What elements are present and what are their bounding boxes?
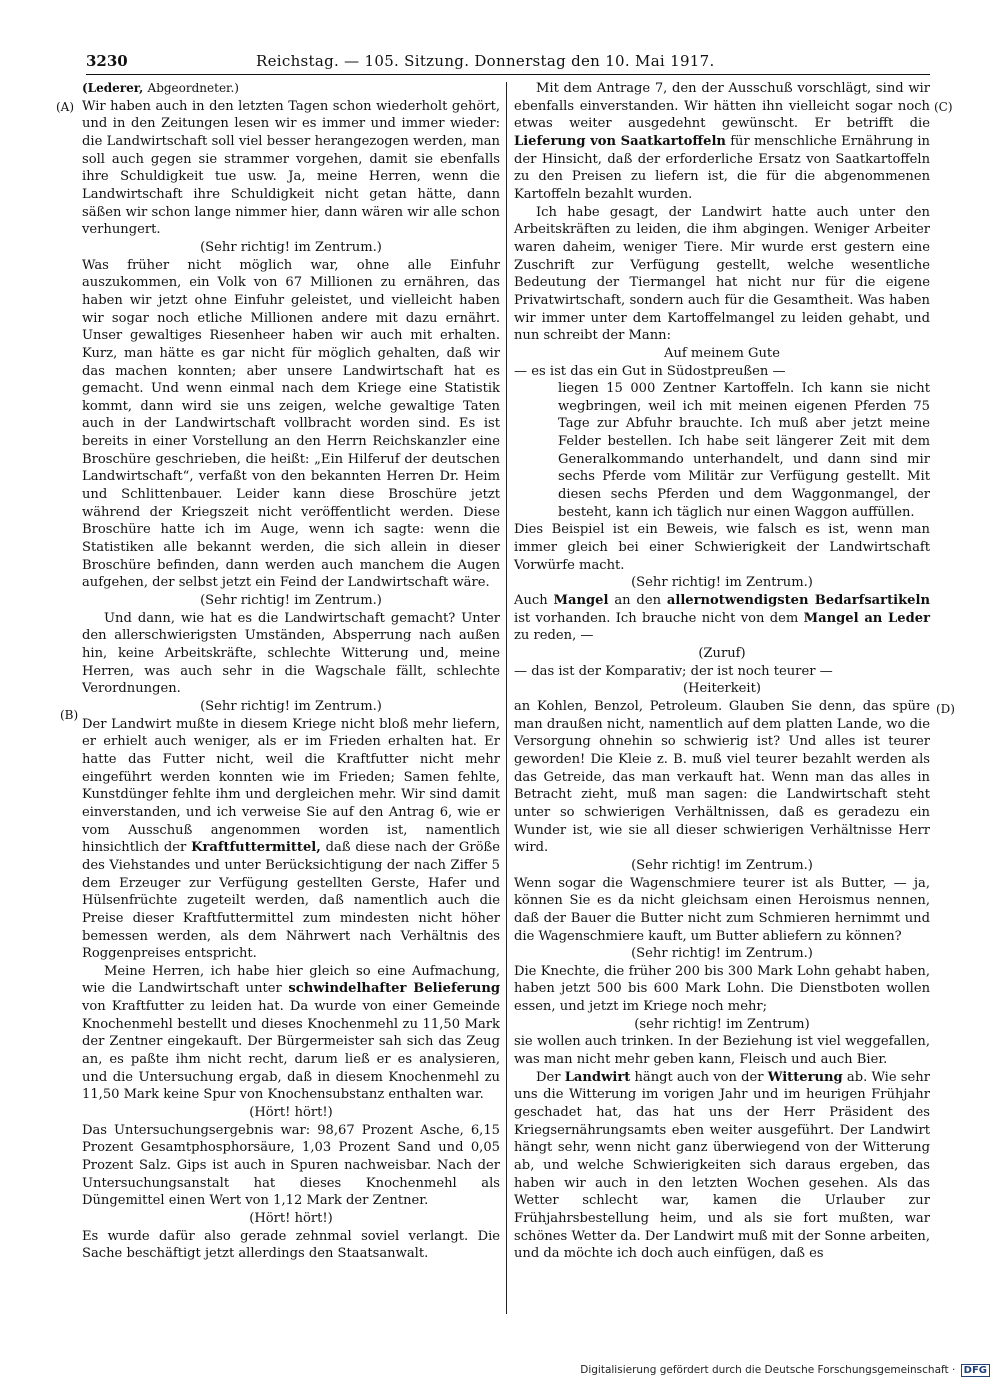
paragraph: Ich habe gesagt, der Landwirt hatte auch unter den Arbeitskräften zu leiden, die ihm abgingen. Weniger Arbeiter waren daheim, weniger Tiere. Mir wurde erst gestern eine Zuschrift zur Verfügung gestellt, welche wesentliche Bedeutung der Tiermangel hat nicht nur für die eigene Privatwirtschaft, sondern auch für die Gesamtheit. Was haben wir immer unter dem Kartoffelmangel zu leiden gehabt, und nun schreibt der Mann: xyxy=(514,204,930,344)
interjection: (Sehr richtig! im Zentrum.) xyxy=(200,698,382,714)
text-span: ab. Wie sehr uns die Witterung im vorigen Jahr und im heurigen Frühjahr geschadet hat, das hat uns der Herr Präsident des Kriegsernährungsamts eben weiter ausgeführt. Der Landwirt hängt sehr, wenn nicht ganz überwiegend von der Witterung ab, und welche Schwierigkeiten sich daraus ergeben, das haben wir auch in den letzten Wochen gesehen. Als das Wetter schlecht war, kamen die Urlauber zur Frühjahrsbestellung heim, und als sie fort mußten, war schönes Wetter da. Der Landwirt muß mit der Sonne arbeiten, und da möchte ich doch auch einfügen, daß es xyxy=(514,1069,930,1262)
paragraph: sie wollen auch trinken. In der Beziehung ist viel weggefallen, was man nicht mehr geben kann, Fleisch und auch Bier. xyxy=(514,1034,930,1068)
right-column xyxy=(514,80,930,1263)
margin-mark-a: (A) xyxy=(56,100,75,114)
emphasis: Kraftfuttermittel, xyxy=(191,840,321,856)
speaker-name: (Lederer, xyxy=(82,81,144,95)
left-column xyxy=(82,80,500,1263)
emphasis: Mangel an Leder xyxy=(803,610,930,626)
emphasis: schwindelhafter Belieferung xyxy=(288,981,501,997)
credit-text: Digitalisierung gefördert durch die Deutsche Forschungsgemeinschaft · xyxy=(580,1364,956,1376)
paragraph: — das ist der Komparativ; der ist noch teurer — xyxy=(514,663,833,679)
quote-aside: — es ist das ein Gut in Südostpreußen — xyxy=(514,363,786,379)
interjection: (Sehr richtig! im Zentrum.) xyxy=(631,857,813,873)
interjection: (Sehr richtig! im Zentrum.) xyxy=(200,593,382,609)
text-span: hängt auch von der xyxy=(634,1069,764,1085)
paragraph xyxy=(514,1069,930,1263)
interjection: (Sehr richtig! im Zentrum.) xyxy=(631,575,813,591)
paragraph: an Kohlen, Benzol, Petroleum. Glauben Sie denn, das spüre man draußen nicht, namentlich auf dem platten Lande, wo die Versorgung ohnehin so schwierig ist? Und alles ist teurer geworden! Die Kleie z. B. muß viel teurer bezahlt werden als das Getreide, das man verkauft hat. Wenn man das alles in Betracht zieht, muß man sagen: die Landwirtschaft steht unter so schwierigen Verhältnissen, daß es geradezu ein Wunder ist, wie sie all dieser schwierigen Verhältnisse Herr wird. xyxy=(514,698,930,856)
paragraph: Was früher nicht möglich war, ohne alle Einfuhr auszukommen, ein Volk von 67 Millionen zu ernähren, das haben wir jetzt ohne Einfuhr geleistet, und vielleicht haben wir sogar noch etliche Millionen andere mit dazu ernährt. Unser gewaltiges Riesenheer haben wir auch mit erhalten. Kurz, man hätte es gar nicht für möglich gehalten, daß wir das machen konnten; aber unsere Landwirtschaft hat es gemacht. Und wenn einmal nach dem Kriege eine Statistik kommt, dann wird sie uns zeigen, welche gewaltige Taten auch in der Landwirtschaft vollbracht worden sind. Es ist bereits in einer Vorstellung an den Herrn Reichskanzler eine Broschüre geschrieben, die heißt: „Ein Hilferuf der deutschen Landwirtschaft“, verfaßt von den bekannten Herren Dr. Heim und Schlittenbauer. Leider kann diese Broschüre jetzt während der Kriegszeit nicht veröffentlicht werden. Diese Broschüre hatte ich im Auge, wenn ich sagte: wenn die Statistiken alle bekannt werden, die sich allein in dieser Broschüre befinden, dann werden auch manchem die Augen aufgehen, der selbst jetzt ein Feind der Landwirtschaft wäre. xyxy=(82,257,500,591)
paragraph: Es wurde dafür also gerade zehnmal soviel verlangt. Die Sache beschäftigt jetzt allerdings den Staatsanwalt. xyxy=(82,1228,500,1262)
paragraph xyxy=(82,963,500,1104)
paragraph: Das Untersuchungsergebnis war: 98,67 Prozent Asche, 6,15 Prozent Gesamtphosphorsäure, 1,03 Prozent Sand und 0,05 Prozent Salz. Gips ist auch in Spuren nachweisbar. Nach der Untersuchungsanstalt hat dieses Knochenmehl als Düngemittel einen Wert von 1,12 Mark der Zentner. xyxy=(82,1122,500,1209)
interjection: (Hört! hört!) xyxy=(249,1105,333,1121)
interjection: (Zuruf) xyxy=(698,646,746,661)
emphasis: Mangel xyxy=(553,593,609,609)
speaker-line xyxy=(82,80,500,98)
paragraph xyxy=(82,716,500,963)
margin-mark-c: (C) xyxy=(934,100,953,114)
paragraph: Wir haben auch in den letzten Tagen schon wiederholt gehört, und in den Zeitungen lesen wir es immer und immer wieder: die Landwirtschaft soll viel besser herangezogen werden, man soll auch gegen sie strammer vorgehen, damit sie ebenfalls ihre Schuldigkeit tue usw. Ja, meine Herren, wenn die Landwirtschaft ihre Schuldigkeit nicht getan hätte, dann säßen wir schon lange nimmer hier, dann wären wir alle schon verhungert. xyxy=(82,98,500,238)
paragraph: Wenn sogar die Wagenschmiere teurer ist als Butter, — ja, können Sie es da nicht gleichsam einen Heroismus nennen, daß der Bauer die Butter nicht zum Schmieren hernimmt und die Wagenschmiere kauft, um Butter abliefern zu können? xyxy=(514,875,930,944)
emphasis: Lieferung von Saatkartoffeln xyxy=(514,133,726,149)
interjection: (Sehr richtig! im Zentrum.) xyxy=(200,239,382,255)
emphasis: allernotwendigsten Bedarfsartikeln xyxy=(666,593,930,609)
digitization-credit xyxy=(580,1364,990,1377)
page-header xyxy=(86,52,926,72)
emphasis: Witterung xyxy=(767,1069,843,1085)
dfg-logo: DFG xyxy=(961,1364,990,1377)
text-span: ist vorhanden. Ich brauche nicht von dem xyxy=(514,610,799,626)
text-span: Auch xyxy=(514,593,548,609)
interjection: (Hört! hört!) xyxy=(249,1211,333,1226)
text-span: Der Landwirt mußte in diesem Kriege nicht bloß mehr liefern, er erhielt auch weniger, als er im Frieden erhalten hat. Er hatte das Futter nicht, weil die Kraftfutter nicht mehr eingeführt werden konnten wie im Frieden; Samen fehlte, Kunstdünger fehlte ihm und dergleichen mehr. Wir sind damit einverstanden, und ich verweise Sie auf den Antrag 6, wie er vom Ausschuß angenommen worden ist, namentlich hinsichtlich der xyxy=(82,716,500,856)
paragraph: Die Knechte, die früher 200 bis 300 Mark Lohn gehabt haben, haben jetzt 500 bis 600 Mark Lohn. Die Dienstboten wollen essen, und jetzt im Kriege noch mehr; xyxy=(514,963,930,1015)
margin-mark-d: (D) xyxy=(936,702,955,716)
text-span: an den xyxy=(614,593,661,609)
text-span: Der xyxy=(536,1069,561,1085)
margin-mark-b: (B) xyxy=(60,708,79,722)
text-span: Meine Herren, ich habe hier gleich so eine Aufmachung, wie die Landwirtschaft unter xyxy=(82,963,500,997)
page-number: 3230 xyxy=(86,52,128,70)
paragraph: Dies Beispiel ist ein Beweis, wie falsch es ist, wenn man immer gleich bei einer Schwierigkeit der Landwirtschaft Vorwürfe macht. xyxy=(514,522,930,573)
paragraph xyxy=(514,80,930,204)
emphasis: Landwirt xyxy=(564,1069,631,1085)
paragraph: Und dann, wie hat es die Landwirtschaft gemacht? Unter den allerschwierigsten Umständen, Absperrung nach außen hin, keine Arbeitskräfte, schlechte Witterung und, meine Herren, was auch sehr in die Wagschale fällt, schlechte Verordnungen. xyxy=(82,610,500,697)
running-title: Reichstag. — 105. Sitzung. Donnerstag den 10. Mai 1917. xyxy=(256,52,715,70)
text-span: für menschliche Ernährung in der Hinsicht, daß der erforderliche Ersatz von Saatkartoffeln zu den Preisen zu liefern ist, die für die abgenommenen Kartoffeln bezahlt wurden. xyxy=(514,133,930,202)
text-span: von Kraftfutter zu leiden hat. Da wurde von einer Gemeinde Knochenmehl bestellt und dieses Knochenmehl zu 11,50 Mark der Zentner eingekauft. Der Bürgermeister sah sich das Zeug an, es paßte ihm nicht recht, darum ließ er es analysieren, und die Untersuchung ergab, daß in diesem Knochenmehl zu 11,50 Mark keine Spur von Knochensubstanz enthalten war. xyxy=(82,999,500,1103)
speaker-role: Abgeordneter.) xyxy=(147,81,239,95)
interjection: (sehr richtig! im Zentrum) xyxy=(634,1016,810,1032)
text-span: daß diese nach der Größe des Viehstandes und unter Berücksichtigung der nach Ziffer 5 dem Erzeuger zur Verfügung gestellten Gerste, Hafer und Hülsenfrüchte zugeteilt werden, daß namentlich auch die Preise dieser Kraftfuttermittel zum mindesten nicht höher bemessen werden, als dem Nährwert nach Verhältnis des Roggenpreises entspricht. xyxy=(82,840,500,962)
interjection: (Sehr richtig! im Zentrum.) xyxy=(631,946,813,962)
quote-block: liegen 15 000 Zentner Kartoffeln. Ich kann sie nicht wegbringen, weil ich mit meinen eigenen Pferden 75 Tage zur Abfuhr brauchte. Ich muß aber jetzt meine Felder bestellen. Ich habe seit längerer Zeit mit dem Generalkommando unterhandelt, und dann sind mir sechs Pferde vom Militär zur Verfügung gestellt. Mit diesen sechs Pferden und dem Waggonmangel, der besteht, kann ich täglich nur einen Waggon auffüllen. xyxy=(558,381,930,520)
text-span: Mit dem Antrage 7, den der Ausschuß vorschlägt, sind wir ebenfalls einverstanden. Wir hätten ihn vielleicht sogar noch etwas weiter ausgedehnt gewünscht. Er betrifft die xyxy=(514,81,930,132)
column-divider xyxy=(506,82,507,1314)
text-span: zu reden, — xyxy=(514,628,594,644)
quote-line: Auf meinem Gute xyxy=(664,345,780,361)
header-rule xyxy=(86,74,930,75)
interjection: (Heiterkeit) xyxy=(683,681,761,697)
paragraph xyxy=(514,592,930,645)
